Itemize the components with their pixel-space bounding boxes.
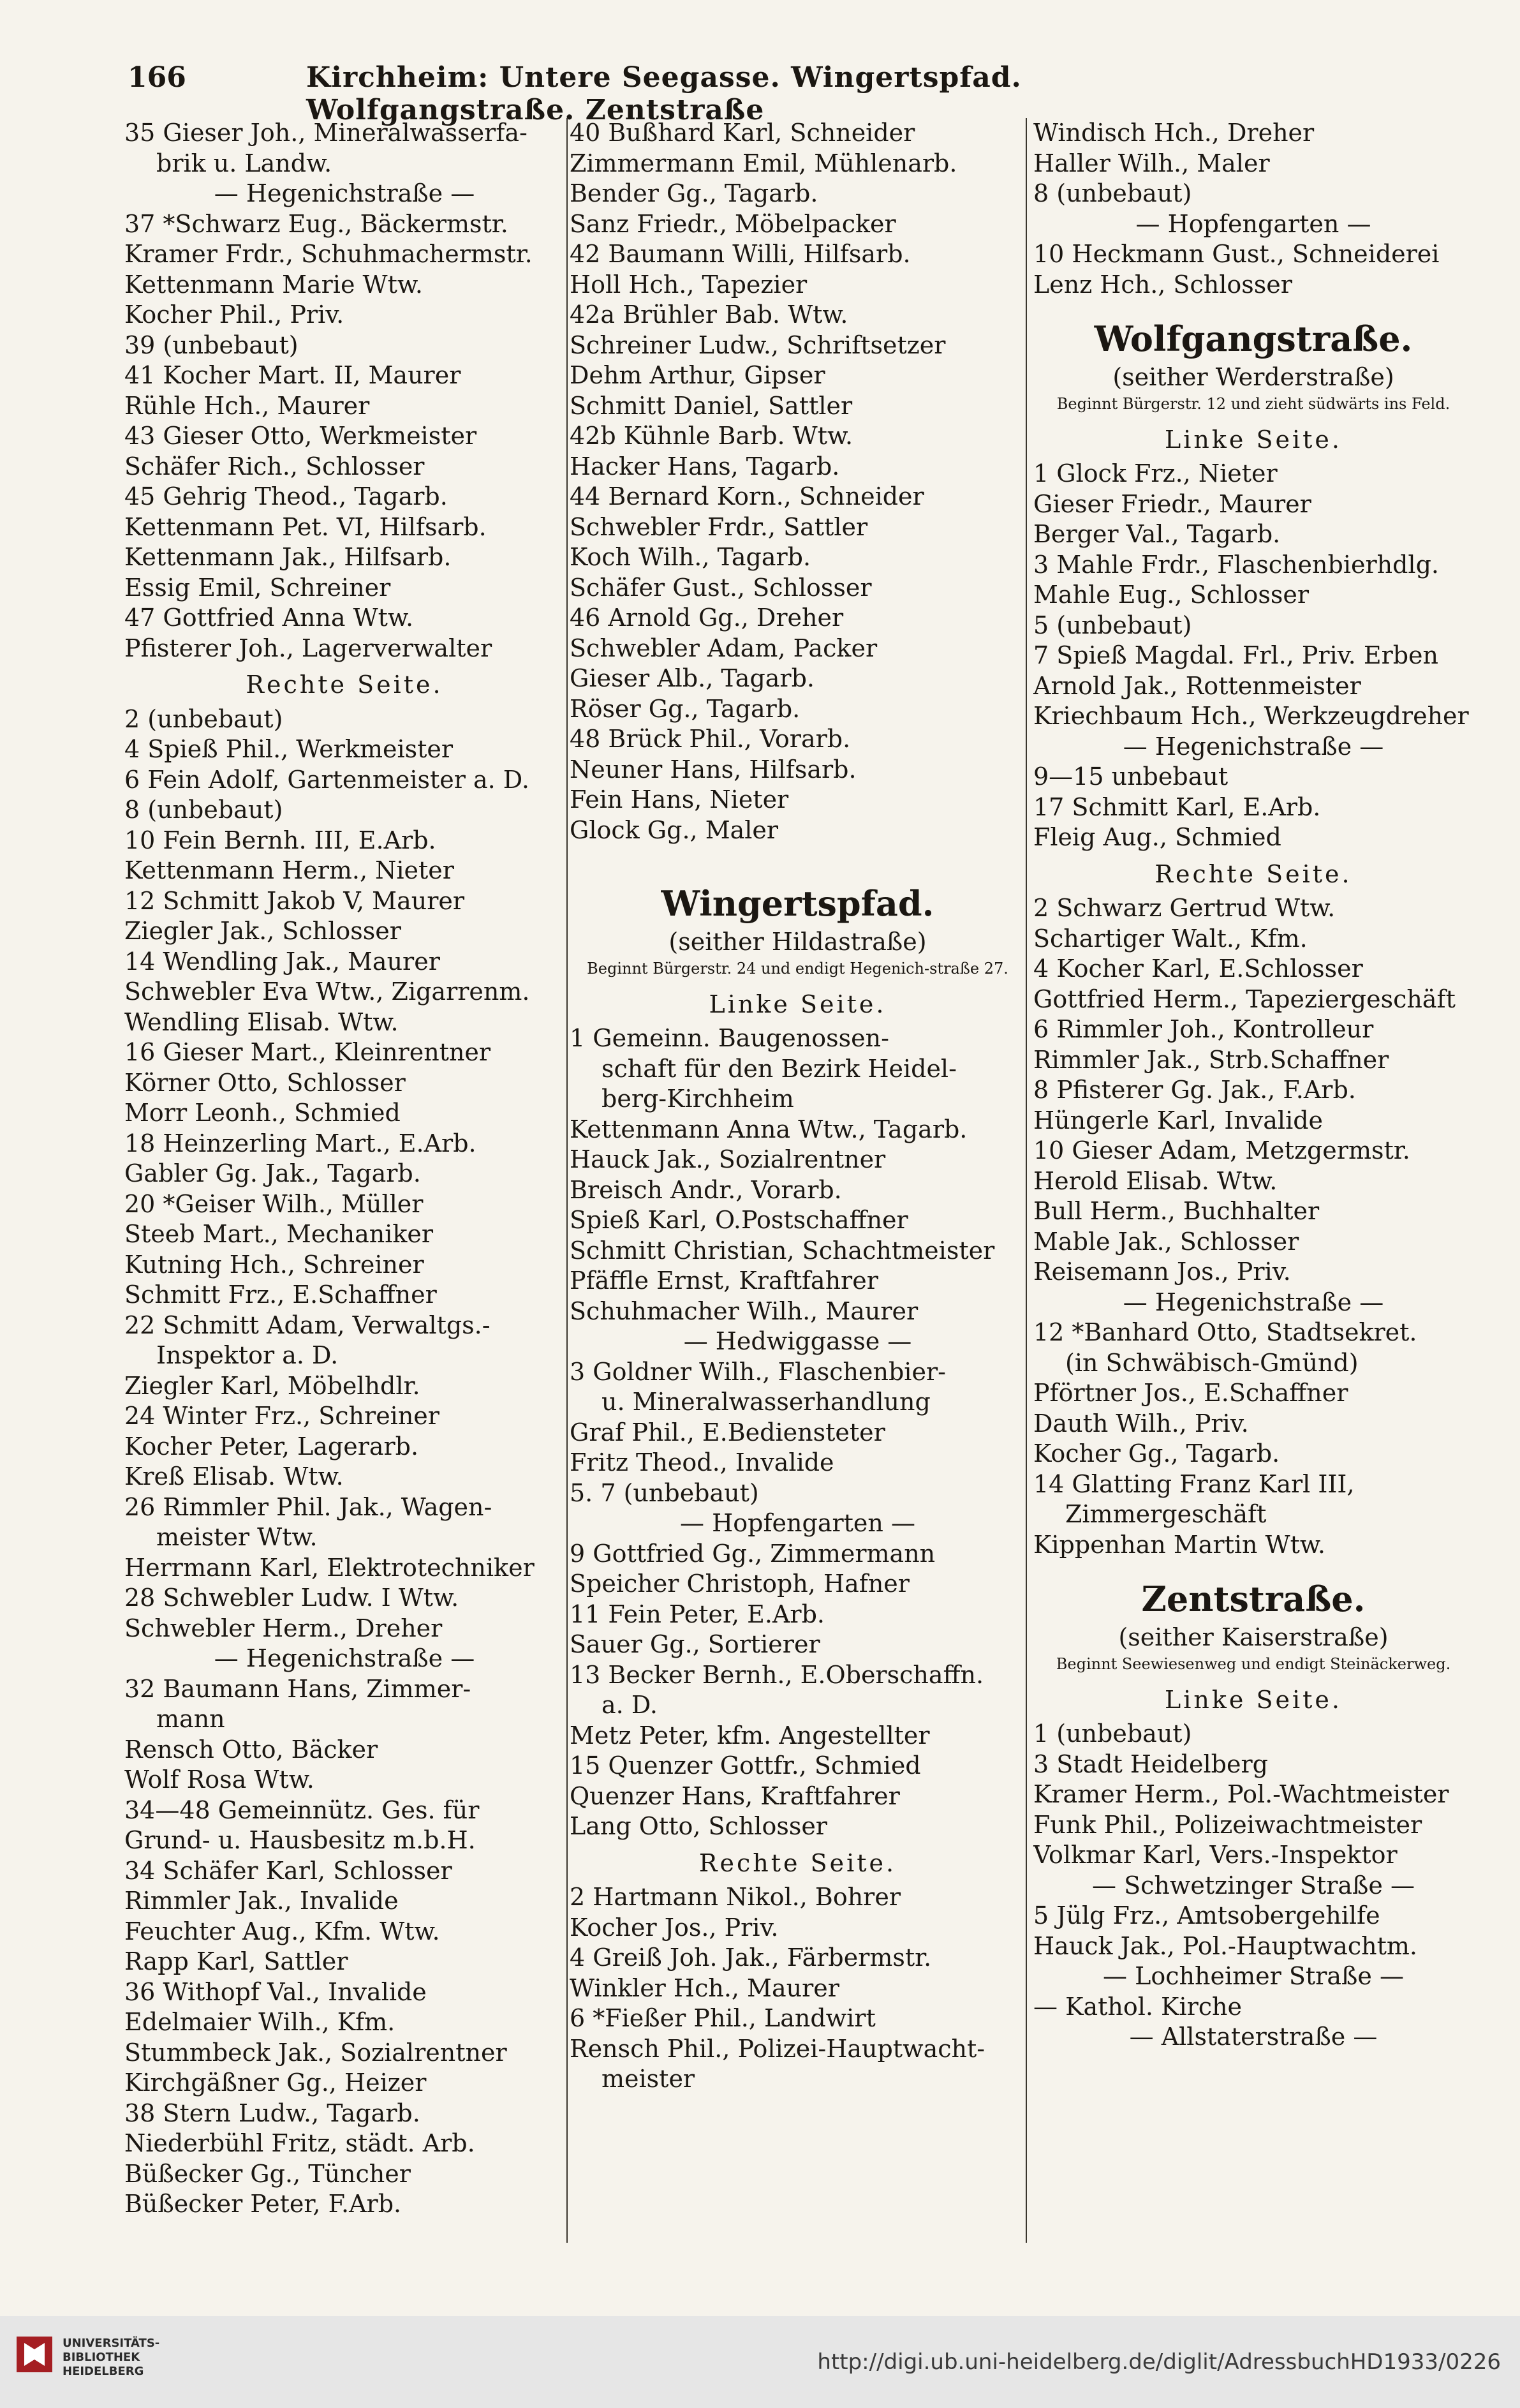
address-entry: 40 Bußhard Karl, Schneider xyxy=(570,119,915,147)
address-entry: 42a Brühler Bab. Wtw. xyxy=(570,301,848,329)
address-entry: Pfisterer Joh., Lagerverwalter xyxy=(124,634,492,662)
address-entry: Fleig Aug., Schmied xyxy=(1033,823,1281,851)
address-entry: Morr Leonh., Schmied xyxy=(124,1099,401,1127)
address-entry: 26 Rimmler Phil. Jak., Wagen- xyxy=(124,1492,492,1521)
address-entry: Herold Elisab. Wtw. xyxy=(1033,1166,1278,1195)
address-entry: 2 Hartmann Nikol., Bohrer xyxy=(570,1883,901,1911)
address-entry: 28 Schwebler Ludw. I Wtw. xyxy=(124,1584,459,1612)
cross-street: — Allstaterstraße — xyxy=(1129,2023,1378,2051)
entry-continuation: meister Wtw. xyxy=(156,1523,318,1551)
address-entry: Lang Otto, Schlosser xyxy=(570,1812,827,1840)
cross-street: — Lochheimer Straße — xyxy=(1103,1962,1404,1990)
address-entry: Volkmar Karl, Vers.-Inspektor xyxy=(1033,1841,1398,1869)
address-entry: 22 Schmitt Adam, Verwaltgs.- xyxy=(124,1311,491,1339)
address-entry: Hacker Hans, Tagarb. xyxy=(570,452,840,480)
address-entry: 42b Kühnle Barb. Wtw. xyxy=(570,422,853,450)
former-name: (seither Kaiserstraße) xyxy=(1118,1623,1389,1651)
former-name: (seither Werderstraße) xyxy=(1112,363,1394,391)
address-entry: 37 *Schwarz Eug., Bäckermstr. xyxy=(124,209,508,238)
address-entry: Schäfer Gust., Schlosser xyxy=(570,573,872,602)
address-entry: Mahle Eug., Schlosser xyxy=(1033,581,1310,609)
address-entry: 8 (unbebaut) xyxy=(1033,179,1192,207)
entry-continuation: schaft für den Bezirk Heidel- xyxy=(601,1054,957,1083)
address-entry: Berger Val., Tagarb. xyxy=(1033,520,1281,548)
street-title: Wingertspfad. xyxy=(661,883,934,924)
address-entry: Fritz Theod., Invalide xyxy=(570,1448,834,1476)
address-entry: 2 Schwarz Gertrud Wtw. xyxy=(1033,894,1336,922)
address-entry: 5 Jülg Frz., Amtsobergehilfe xyxy=(1033,1901,1380,1929)
address-entry: 10 Gieser Adam, Metzgermstr. xyxy=(1033,1136,1410,1164)
address-entry: Röser Gg., Tagarb. xyxy=(570,694,801,723)
address-entry: Schwebler Eva Wtw., Zigarrenm. xyxy=(124,977,530,1006)
address-entry: Kocher Phil., Priv. xyxy=(124,301,344,329)
address-entry: 3 Goldner Wilh., Flaschenbier- xyxy=(570,1357,946,1386)
side-heading: Linke Seite. xyxy=(1165,425,1342,454)
entry-continuation: a. D. xyxy=(601,1691,658,1719)
address-entry: Kippenhan Martin Wtw. xyxy=(1033,1530,1325,1559)
address-entry: Kocher Gg., Tagarb. xyxy=(1033,1439,1280,1468)
address-entry: Rühle Hch., Maurer xyxy=(124,391,370,420)
address-entry: 45 Gehrig Theod., Tagarb. xyxy=(124,482,448,510)
address-entry: Dauth Wilh., Priv. xyxy=(1033,1409,1249,1438)
address-entry: Breisch Andr., Vorarb. xyxy=(570,1175,842,1204)
address-entry: 1 (unbebaut) xyxy=(1033,1720,1192,1748)
address-entry: 7 Spieß Magdal. Frl., Priv. Erben xyxy=(1033,641,1439,669)
address-entry: Gabler Gg. Jak., Tagarb. xyxy=(124,1159,421,1187)
address-entry: Kirchgäßner Gg., Heizer xyxy=(124,2069,427,2097)
side-heading: Rechte Seite. xyxy=(246,671,443,699)
column-divider xyxy=(566,118,568,2243)
address-entry: 34—48 Gemeinnütz. Ges. für xyxy=(124,1795,480,1824)
address-entry: Schwebler Frdr., Sattler xyxy=(570,512,868,541)
address-entry: Kutning Hch., Schreiner xyxy=(124,1250,424,1279)
page-number: 166 xyxy=(128,61,186,94)
address-entry: 12 *Banhard Otto, Stadtsekret. xyxy=(1033,1318,1417,1346)
address-entry: Quenzer Hans, Kraftfahrer xyxy=(570,1781,900,1810)
address-entry: Haller Wilh., Maler xyxy=(1033,149,1270,177)
address-entry: 20 *Geiser Wilh., Müller xyxy=(124,1189,424,1218)
library-logo-icon xyxy=(14,2334,55,2375)
address-entry: Kettenmann Anna Wtw., Tagarb. xyxy=(570,1115,968,1143)
address-entry: Graf Phil., E.Bediensteter xyxy=(570,1418,885,1446)
address-entry: Holl Hch., Tapezier xyxy=(570,270,808,299)
address-entry: Kriechbaum Hch., Werkzeugdreher xyxy=(1033,702,1469,730)
library-name-line: HEIDELBERG xyxy=(63,2365,144,2378)
address-entry: Kocher Peter, Lagerarb. xyxy=(124,1432,419,1460)
address-entry: Essig Emil, Schreiner xyxy=(124,573,391,602)
cross-street: — Hegenichstraße — xyxy=(214,179,475,207)
address-entry: Rapp Karl, Sattler xyxy=(124,1947,348,1975)
address-entry: 18 Heinzerling Mart., E.Arb. xyxy=(124,1129,476,1157)
address-entry: 41 Kocher Mart. II, Maurer xyxy=(124,361,461,389)
address-entry: Windisch Hch., Dreher xyxy=(1033,119,1315,147)
entry-continuation: Zimmergeschäft xyxy=(1065,1500,1267,1528)
side-heading: Rechte Seite. xyxy=(698,1848,897,1877)
footer-bar xyxy=(0,2316,1520,2408)
address-entry: Hüngerle Karl, Invalide xyxy=(1033,1106,1324,1134)
address-entry: Kramer Frdr., Schuhmachermstr. xyxy=(124,240,533,268)
address-entry: Kettenmann Jak., Hilfsarb. xyxy=(124,543,452,571)
address-entry: Stummbeck Jak., Sozialrentner xyxy=(124,2038,507,2067)
address-entry: Steeb Mart., Mechaniker xyxy=(124,1220,434,1248)
address-entry: Körner Otto, Schlosser xyxy=(124,1068,406,1097)
former-name: (seither Hildastraße) xyxy=(668,928,927,956)
address-entry: Rimmler Jak., Invalide xyxy=(124,1887,399,1915)
library-name xyxy=(63,2337,159,2379)
address-entry: 48 Brück Phil., Vorarb. xyxy=(570,725,851,753)
street-note: Beginnt Bürgerstr. 12 und zieht südwärts ins Feld. xyxy=(1056,394,1450,413)
permalink-url[interactable]: http://digi.ub.uni-heidelberg.de/diglit/AdressbuchHD1933/0226 xyxy=(817,2349,1501,2375)
address-entry: 1 Glock Frz., Nieter xyxy=(1033,459,1278,487)
address-entry: 46 Arnold Gg., Dreher xyxy=(570,604,844,632)
address-entry: Bull Herm., Buchhalter xyxy=(1033,1197,1320,1225)
address-entry: 1 Gemeinn. Baugenossen- xyxy=(570,1024,889,1052)
address-entry: Kettenmann Marie Wtw. xyxy=(124,270,423,299)
address-entry: 4 Kocher Karl, E.Schlosser xyxy=(1033,955,1363,983)
address-entry: Hauck Jak., Pol.-Hauptwachtm. xyxy=(1033,1931,1417,1960)
address-entry: 24 Winter Frz., Schreiner xyxy=(124,1402,439,1430)
address-entry: 32 Baumann Hans, Zimmer- xyxy=(124,1674,471,1703)
address-entry: 10 Heckmann Gust., Schneiderei xyxy=(1033,240,1440,268)
address-entry: Büßecker Gg., Tüncher xyxy=(124,2159,411,2188)
address-entry: Zimmermann Emil, Mühlenarb. xyxy=(570,149,957,177)
address-entry: Rensch Phil., Polizei-Hauptwacht- xyxy=(570,2034,985,2063)
cross-street: — Hedwiggasse — xyxy=(683,1327,912,1355)
library-name-line: BIBLIOTHEK xyxy=(63,2351,140,2364)
address-entry: Büßecker Peter, F.Arb. xyxy=(124,2190,402,2218)
address-entry: 14 Wendling Jak., Maurer xyxy=(124,947,440,976)
address-entry: Schwebler Adam, Packer xyxy=(570,634,878,662)
entry-continuation: meister xyxy=(601,2065,695,2093)
address-entry: Schwebler Herm., Dreher xyxy=(124,1614,443,1642)
address-entry: Rensch Otto, Bäcker xyxy=(124,1735,378,1764)
address-entry: 17 Schmitt Karl, E.Arb. xyxy=(1033,792,1321,821)
address-entry: Hauck Jak., Sozialrentner xyxy=(570,1145,886,1173)
address-entry: 9—15 unbebaut xyxy=(1033,762,1229,791)
address-entry: Schmitt Frz., E.Schaffner xyxy=(124,1281,437,1309)
address-entry: Gieser Alb., Tagarb. xyxy=(570,664,815,692)
address-entry: Sauer Gg., Sortierer xyxy=(570,1630,820,1658)
address-entry: Kreß Elisab. Wtw. xyxy=(124,1462,344,1490)
cross-street: — Schwetzinger Straße — xyxy=(1092,1871,1415,1899)
address-entry: Kocher Jos., Priv. xyxy=(570,1913,779,1942)
address-entry: 5. 7 (unbebaut) xyxy=(570,1478,759,1507)
address-entry: — Kathol. Kirche xyxy=(1033,1992,1243,2021)
address-entry: Funk Phil., Polizeiwachtmeister xyxy=(1033,1810,1422,1839)
address-entry: 39 (unbebaut) xyxy=(124,331,299,359)
address-entry: Koch Wilh., Tagarb. xyxy=(570,543,811,571)
address-entry: Bender Gg., Tagarb. xyxy=(570,179,818,207)
address-entry: 35 Gieser Joh., Mineralwasserfa- xyxy=(124,119,528,147)
entry-continuation: brik u. Landw. xyxy=(156,149,332,177)
address-entry: 44 Bernard Korn., Schneider xyxy=(570,482,924,510)
running-head: Kirchheim: Untere Seegasse. Wingertspfad. Wolfgangstraße. Zentstraße xyxy=(306,61,1022,126)
page-header xyxy=(128,56,1250,126)
address-entry: 11 Fein Peter, E.Arb. xyxy=(570,1600,825,1628)
address-entry: 5 (unbebaut) xyxy=(1033,611,1192,639)
address-entry: 6 Rimmler Joh., Kontrolleur xyxy=(1033,1015,1374,1043)
address-entry: Schmitt Daniel, Sattler xyxy=(570,391,853,420)
entry-continuation: mann xyxy=(156,1705,225,1733)
address-entry: 4 Spieß Phil., Werkmeister xyxy=(124,735,454,763)
address-entry: Dehm Arthur, Gipser xyxy=(570,361,825,389)
address-entry: Lenz Hch., Schlosser xyxy=(1033,270,1292,299)
cross-street: — Hegenichstraße — xyxy=(214,1644,475,1672)
entry-continuation: u. Mineralwasserhandlung xyxy=(601,1388,931,1416)
address-entry: Schreiner Ludw., Schriftsetzer xyxy=(570,331,946,359)
entry-continuation: (in Schwäbisch-Gmünd) xyxy=(1065,1348,1359,1377)
address-entry: 15 Quenzer Gottfr., Schmied xyxy=(570,1751,921,1780)
spacer xyxy=(570,845,1026,865)
address-entry: Mable Jak., Schlosser xyxy=(1033,1227,1299,1256)
directory-column-2 xyxy=(570,118,1026,2095)
address-entry: Gieser Friedr., Maurer xyxy=(1033,489,1311,518)
address-entry: Pfäffle Ernst, Kraftfahrer xyxy=(570,1267,878,1295)
address-entry: Grund- u. Hausbesitz m.b.H. xyxy=(124,1826,476,1854)
address-entry: Schartiger Walt., Kfm. xyxy=(1033,924,1308,953)
library-name-line: UNIVERSITÄTS- xyxy=(63,2337,160,2350)
street-note: Beginnt Seewiesenweg und endigt Steinäckerweg. xyxy=(1056,1654,1451,1673)
cross-street: — Hegenichstraße — xyxy=(1123,1288,1384,1316)
address-entry: Speicher Christoph, Hafner xyxy=(570,1570,910,1598)
address-entry: 3 Mahle Frdr., Flaschenbierhdlg. xyxy=(1033,550,1439,579)
street-title: Wolfgangstraße. xyxy=(1094,318,1413,359)
address-entry: 36 Withopf Val., Invalide xyxy=(124,1977,427,2006)
address-entry: 38 Stern Ludw., Tagarb. xyxy=(124,2099,420,2127)
address-entry: 13 Becker Bernh., E.Oberschaffn. xyxy=(570,1660,984,1689)
address-entry: Kettenmann Herm., Nieter xyxy=(124,856,454,884)
address-entry: 8 (unbebaut) xyxy=(124,796,283,824)
address-entry: 16 Gieser Mart., Kleinrentner xyxy=(124,1038,491,1066)
side-heading: Linke Seite. xyxy=(1165,1685,1342,1714)
address-entry: Winkler Hch., Maurer xyxy=(570,1973,839,2002)
address-entry: Wendling Elisab. Wtw. xyxy=(124,1007,399,1036)
address-entry: Sanz Friedr., Möbelpacker xyxy=(570,209,896,238)
street-title: Zentstraße. xyxy=(1141,1579,1366,1619)
address-entry: Schäfer Rich., Schlosser xyxy=(124,452,425,480)
address-entry: 2 (unbebaut) xyxy=(124,704,283,733)
address-entry: Kettenmann Pet. VI, Hilfsarb. xyxy=(124,512,487,541)
address-entry: Schuhmacher Wilh., Maurer xyxy=(570,1297,919,1325)
address-entry: Kramer Herm., Pol.-Wachtmeister xyxy=(1033,1780,1449,1808)
directory-column-3 xyxy=(1033,118,1473,2053)
address-entry: Spieß Karl, O.Postschaffner xyxy=(570,1206,908,1234)
entry-continuation: Inspektor a. D. xyxy=(156,1341,339,1369)
address-entry: Rimmler Jak., Strb.Schaffner xyxy=(1033,1045,1389,1074)
cross-street: — Hopfengarten — xyxy=(680,1509,915,1537)
address-entry: 42 Baumann Willi, Hilfsarb. xyxy=(570,240,911,268)
column-divider xyxy=(1026,118,1027,2243)
address-entry: Herrmann Karl, Elektrotechniker xyxy=(124,1553,535,1582)
address-entry: 12 Schmitt Jakob V, Maurer xyxy=(124,886,465,915)
address-entry: 47 Gottfried Anna Wtw. xyxy=(124,604,414,632)
address-entry: Fein Hans, Nieter xyxy=(570,785,789,814)
address-entry: 43 Gieser Otto, Werkmeister xyxy=(124,422,477,450)
address-entry: Pförtner Jos., E.Schaffner xyxy=(1033,1379,1348,1407)
side-heading: Rechte Seite. xyxy=(1155,859,1352,888)
address-entry: Gottfried Herm., Tapeziergeschäft xyxy=(1033,985,1456,1013)
address-entry: Edelmaier Wilh., Kfm. xyxy=(124,2008,395,2036)
address-entry: Ziegler Jak., Schlosser xyxy=(124,917,401,945)
directory-column-1 xyxy=(124,118,564,2220)
address-entry: 3 Stadt Heidelberg xyxy=(1033,1750,1268,1778)
address-entry: 6 Fein Adolf, Gartenmeister a. D. xyxy=(124,765,529,794)
address-entry: 6 *Fießer Phil., Landwirt xyxy=(570,2004,876,2032)
address-entry: 10 Fein Bernh. III, E.Arb. xyxy=(124,826,436,854)
address-entry: Schmitt Christian, Schachtmeister xyxy=(570,1236,995,1265)
address-entry: 9 Gottfried Gg., Zimmermann xyxy=(570,1539,936,1568)
address-entry: Glock Gg., Maler xyxy=(570,815,779,844)
cross-street: — Hopfengarten — xyxy=(1135,209,1371,238)
cross-street: — Hegenichstraße — xyxy=(1123,732,1384,761)
address-entry: 8 Pfisterer Gg. Jak., F.Arb. xyxy=(1033,1076,1356,1104)
address-entry: Feuchter Aug., Kfm. Wtw. xyxy=(124,1917,440,1945)
address-entry: Arnold Jak., Rottenmeister xyxy=(1033,671,1361,700)
address-entry: Ziegler Karl, Möbelhdlr. xyxy=(124,1371,420,1400)
side-heading: Linke Seite. xyxy=(709,990,887,1018)
street-note: Beginnt Bürgerstr. 24 und endigt Hegenich-straße 27. xyxy=(587,959,1008,977)
address-entry: 4 Greiß Joh. Jak., Färbermstr. xyxy=(570,1943,932,1972)
address-entry: 14 Glatting Franz Karl III, xyxy=(1033,1469,1355,1498)
address-entry: Wolf Rosa Wtw. xyxy=(124,1765,314,1794)
address-entry: 34 Schäfer Karl, Schlosser xyxy=(124,1856,452,1885)
address-entry: Neuner Hans, Hilfsarb. xyxy=(570,755,857,784)
address-entry: Metz Peter, kfm. Angestellter xyxy=(570,1721,930,1750)
address-entry: Reisemann Jos., Priv. xyxy=(1033,1258,1291,1286)
entry-continuation: berg-Kirchheim xyxy=(601,1085,794,1113)
address-entry: Niederbühl Fritz, städt. Arb. xyxy=(124,2129,475,2157)
